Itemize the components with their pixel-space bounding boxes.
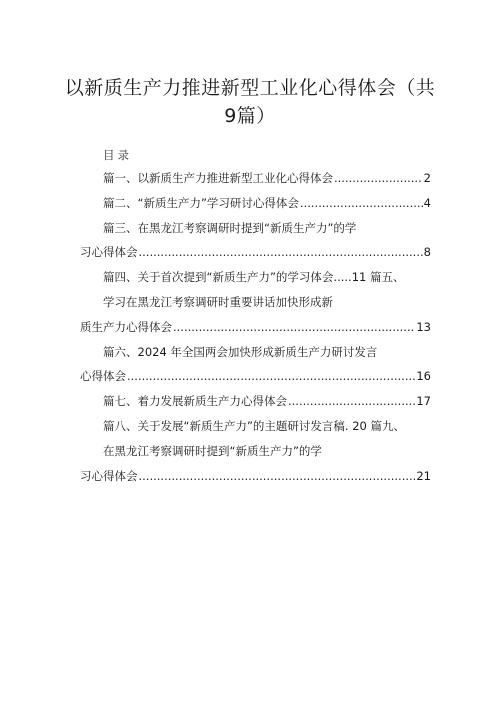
- dot-leader: [139, 468, 416, 484]
- dot-leader: [127, 368, 415, 384]
- toc-entry-7[interactable]: [103, 393, 431, 409]
- toc-entry-text: 习心得体会: [80, 245, 138, 259]
- document-title-line-1: 以新质生产力推进新型工业化心得体会（共: [64, 77, 436, 99]
- dot-leader: [139, 244, 423, 260]
- document-title-line-2: 9篇）: [224, 105, 276, 127]
- toc-entry-3-line-2[interactable]: [80, 244, 431, 260]
- toc-entry-6-line-2[interactable]: [80, 368, 431, 384]
- toc-entry-6-line-1[interactable]: 篇六、2024 年全国两会加快形成新质生产力研讨发言: [103, 345, 378, 359]
- toc-entry-text: 质生产力心得体会: [80, 320, 172, 334]
- toc-entry-9-line-2[interactable]: [80, 468, 431, 484]
- toc-page-number: 13: [416, 320, 431, 334]
- toc-entry-text: 习心得体会: [80, 469, 138, 483]
- toc-entry-5-line-2[interactable]: [80, 319, 431, 335]
- toc-entry-9-line-1[interactable]: 在黑龙江考察调研时提到“新质生产力”的学: [103, 444, 322, 458]
- toc-page-number: 21: [416, 469, 431, 483]
- toc-entry-2[interactable]: [103, 195, 431, 211]
- toc-heading: 目录: [103, 148, 132, 162]
- dot-leader: [300, 195, 423, 211]
- toc-entry-5-line-1[interactable]: 学习在黑龙江考察调研时重要讲话加快形成新: [103, 295, 333, 309]
- toc-entry-3-line-1[interactable]: 篇三、在黑龙江考察调研时提到“新质生产力”的学: [103, 221, 357, 235]
- dot-leader: [288, 393, 415, 409]
- toc-page-number: 17: [416, 394, 431, 408]
- toc-entry-text: 篇七、着力发展新质生产力心得体会: [103, 394, 287, 408]
- toc-page-number: 8: [423, 245, 431, 259]
- toc-entry-text: 篇二、“新质生产力”学习研讨心得体会: [103, 196, 299, 210]
- toc-page-number: 16: [416, 369, 431, 383]
- toc-page-number: 2: [423, 171, 431, 185]
- dot-leader: [173, 319, 415, 335]
- toc-entry-8[interactable]: 篇八、关于发展“新质生产力”的主题研讨发言稿. 20 篇九、: [103, 419, 406, 433]
- toc-entry-text: 篇一、以新质生产力推进新型工业化心得体会: [103, 171, 333, 185]
- toc-entry-4[interactable]: 篇四、关于首次提到“新质生产力”的学习体会.....11 篇五、: [103, 270, 405, 284]
- dot-leader: [334, 170, 423, 186]
- toc-entry-1[interactable]: [103, 170, 431, 186]
- toc-entry-text: 心得体会: [80, 369, 126, 383]
- toc-page-number: 4: [423, 196, 431, 210]
